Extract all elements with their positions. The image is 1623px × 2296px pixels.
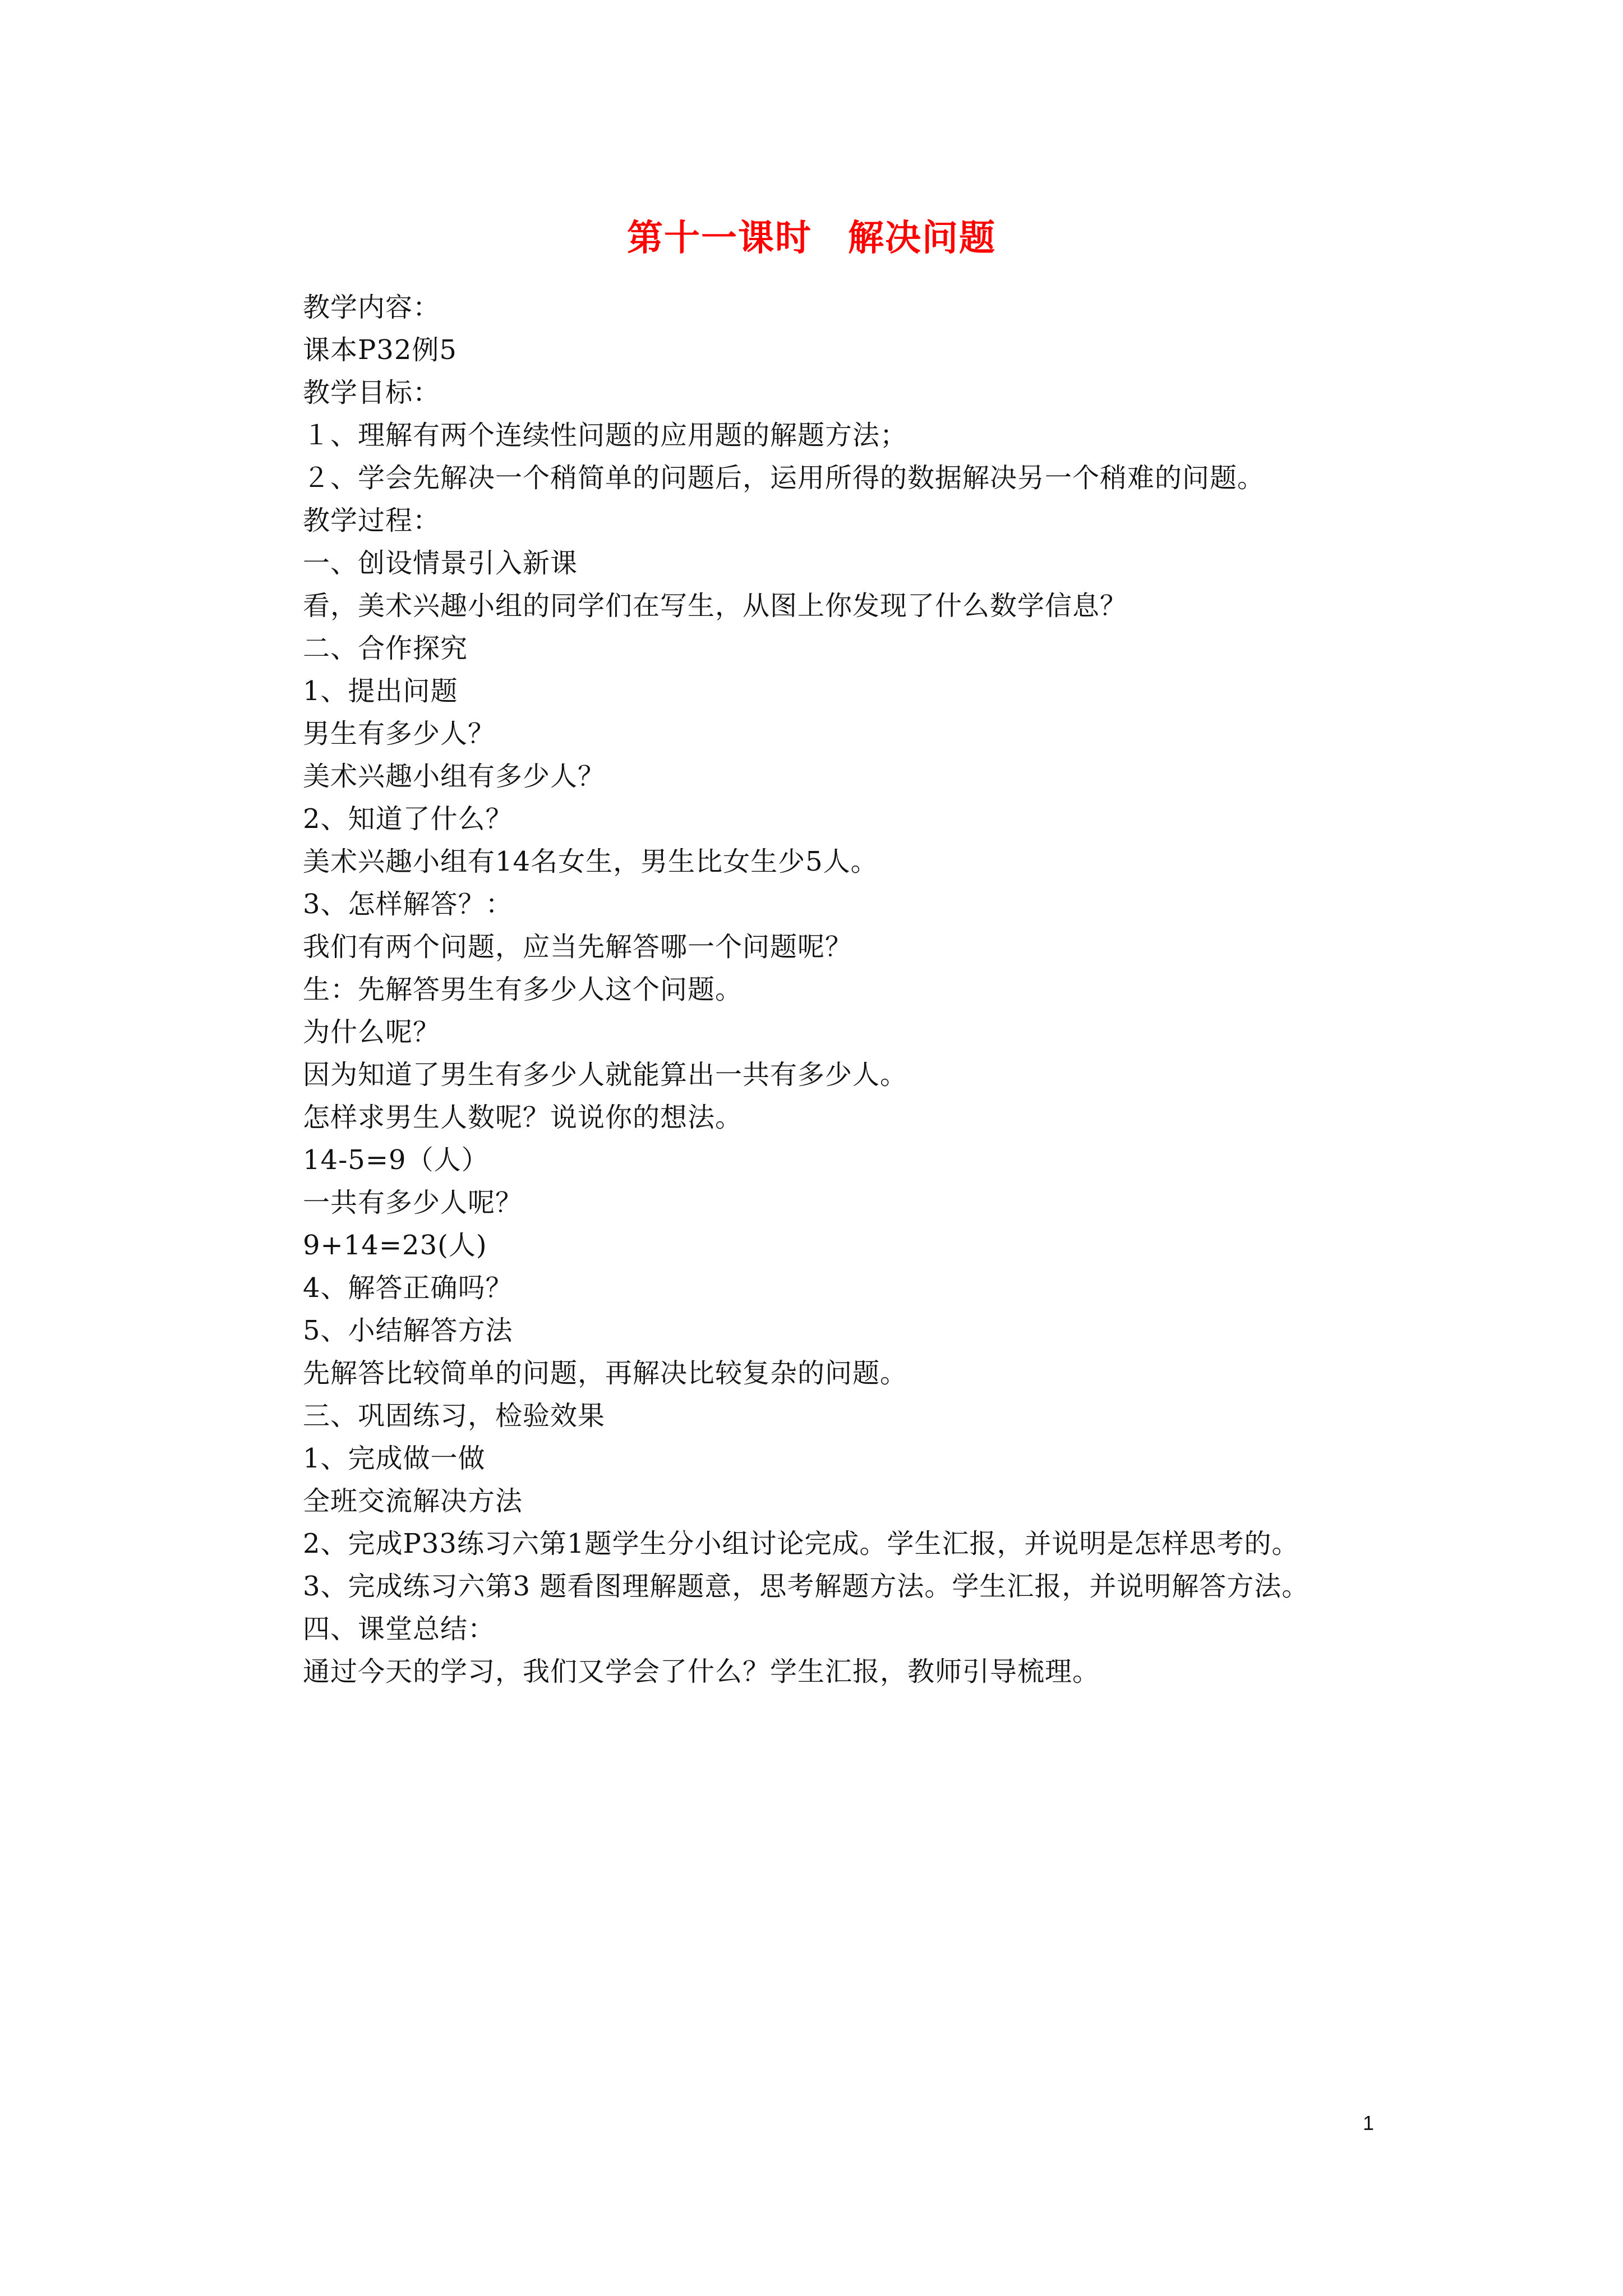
text-line: 通过今天的学习，我们又学会了什么？学生汇报，教师引导梳理。 (303, 1656, 1100, 1687)
title-lesson: 第十一课时 (627, 217, 812, 259)
text-line: 9+14=23(人) (303, 1230, 487, 1261)
text-line: 5、小结解答方法 (303, 1315, 513, 1346)
text-line: 二、合作探究 (303, 633, 468, 664)
text-line: 14-5=9（人） (303, 1144, 489, 1176)
text-line: 一共有多少人呢？ (303, 1187, 523, 1218)
text-line: 1、提出问题 (303, 675, 458, 707)
text-line: 怎样求男生人数呢？说说你的想法。 (303, 1102, 743, 1133)
page-title (0, 210, 1623, 266)
text-line: 教学过程： (303, 505, 441, 536)
text-line: 因为知道了男生有多少人就能算出一共有多少人。 (303, 1059, 908, 1091)
text-line: 生：先解答男生有多少人这个问题。 (303, 974, 743, 1005)
text-line: 美术兴趣小组有多少人？ (303, 761, 606, 792)
text-line: １、理解有两个连续性问题的应用题的解题方法； (303, 420, 908, 451)
text-line: 教学内容： (303, 292, 441, 323)
text-line: 一、创设情景引入新课 (303, 547, 578, 579)
text-line: 3、怎样解答？： (303, 889, 513, 920)
lesson-plan-body (303, 286, 1424, 1693)
text-line: 我们有两个问题，应当先解答哪一个问题呢？ (303, 931, 853, 963)
text-line: 2、知道了什么？ (303, 803, 513, 835)
text-line: 男生有多少人？ (303, 718, 496, 749)
text-line: 教学目标： (303, 377, 441, 408)
text-line: 为什么呢？ (303, 1016, 441, 1048)
text-line: 全班交流解决方法 (303, 1485, 523, 1517)
text-line: 先解答比较简单的问题，再解决比较复杂的问题。 (303, 1358, 908, 1389)
text-line: 3、完成练习六第3 题看图理解题意，思考解题方法。学生汇报，并说明解答方法。 (303, 1571, 1310, 1602)
text-line: 四、课堂总结： (303, 1613, 496, 1645)
text-line: 课本P32例5 (303, 334, 457, 366)
text-line: 1、完成做一做 (303, 1443, 486, 1474)
text-line: 美术兴趣小组有14名女生，男生比女生少5人。 (303, 846, 878, 877)
text-line: 看，美术兴趣小组的同学们在写生，从图上你发现了什么数学信息？ (303, 590, 1128, 622)
page-number: 1 (1363, 2111, 1375, 2134)
text-line: 4、解答正确吗？ (303, 1272, 513, 1304)
title-topic: 解决问题 (848, 217, 996, 259)
text-line: 2、完成P33练习六第1题学生分小组讨论完成。学生汇报，并说明是怎样思考的。 (303, 1528, 1299, 1559)
text-line: ２、学会先解决一个稍简单的问题后，运用所得的数据解决另一个稍难的问题。 (303, 462, 1265, 494)
text-line: 三、巩固练习，检验效果 (303, 1400, 606, 1432)
